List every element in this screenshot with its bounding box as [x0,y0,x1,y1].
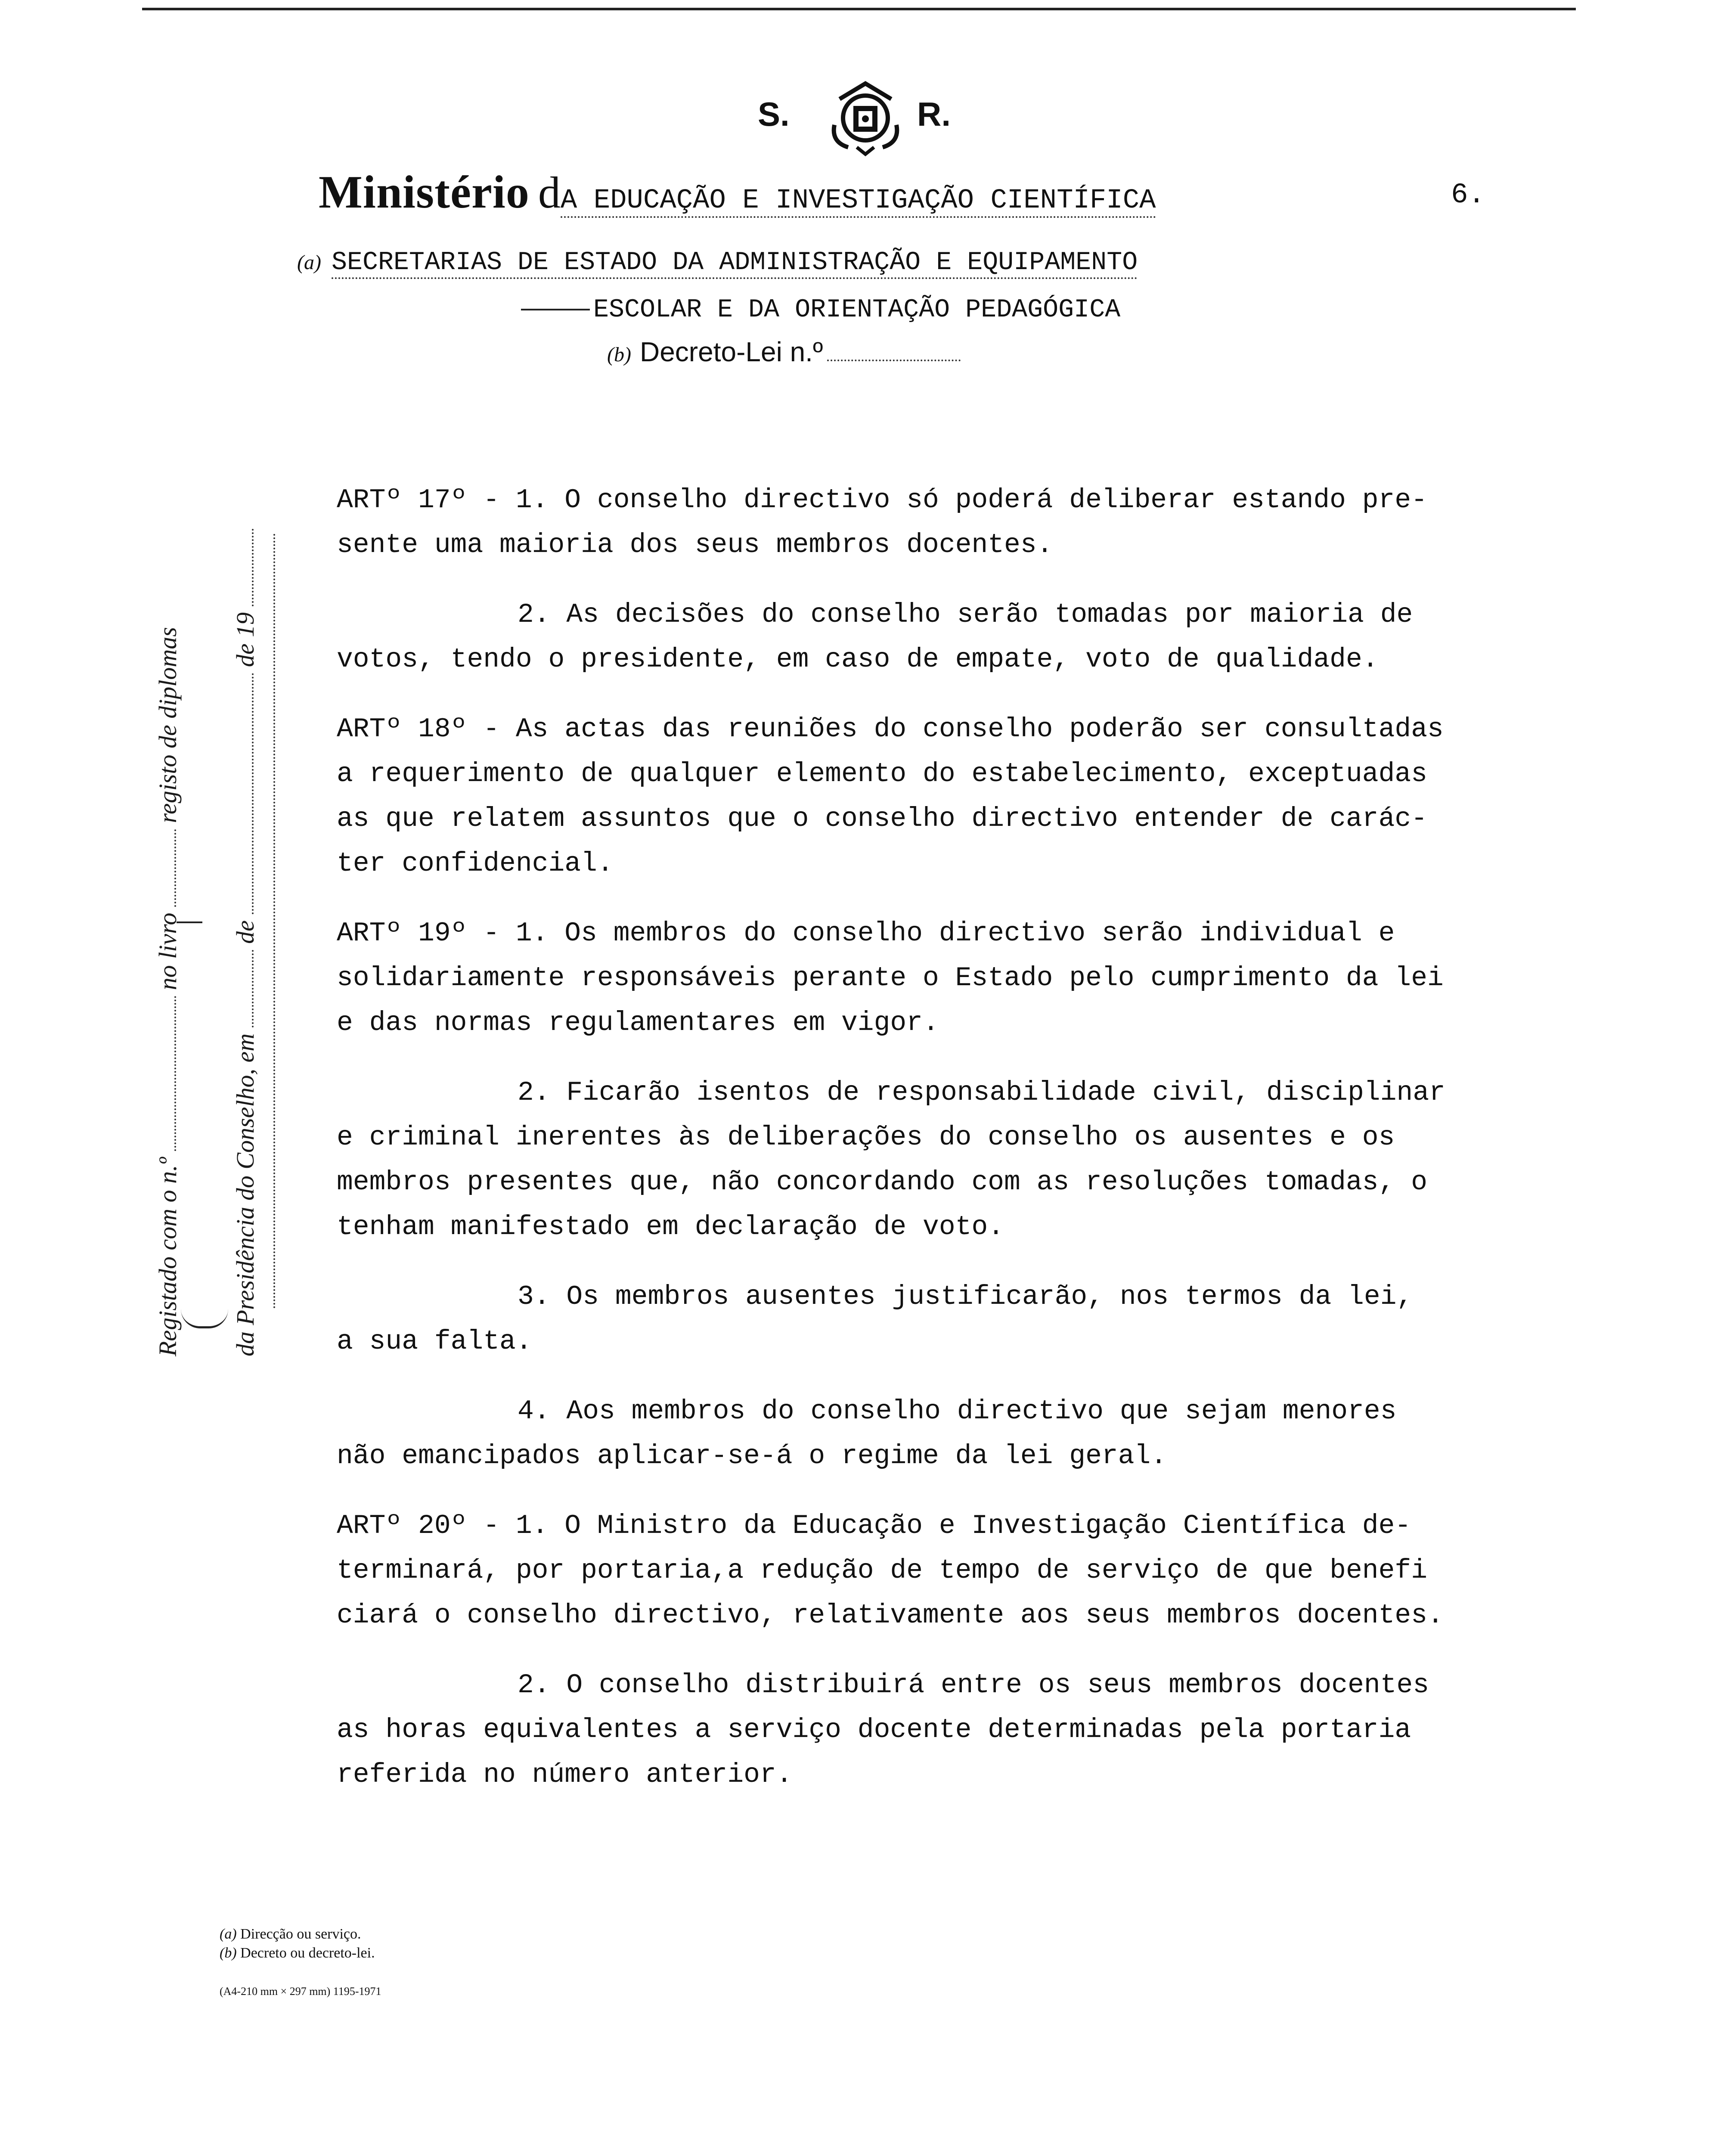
article-line: as horas equivalentes a serviço docente determinadas pela portaria [337,1715,1411,1745]
article-line: 4. Aos membros do conselho directivo que sejam menores [518,1396,1397,1427]
registration-margin-note [129,523,284,1356]
article-line: ciará o conselho directivo, relativamente aos seus membros docentes. [337,1600,1444,1631]
article-line: ARTº 18º - As actas das reuniões do conselho poderão ser consultadas [337,714,1444,745]
margin-line-1 [129,523,207,1356]
margin-book: no livro [154,912,182,990]
secretariat-heading [297,239,1138,334]
article-line: as que relatem assuntos que o conselho directivo entender de carác- [337,803,1428,834]
article-paragraph [337,1275,1551,1364]
article-paragraph [337,1070,1551,1250]
subhead-line-1: SECRETARIAS DE ESTADO DA ADMINISTRAÇÃO E EQUIPAMENTO [332,248,1138,279]
article-paragraph [337,593,1551,682]
seal-left-letter: S. [758,95,790,133]
article-line: referida no número anterior. [337,1759,793,1790]
margin-presidency: da Presidência do Conselho, em [231,1033,259,1356]
print-info: (A4-210 mm × 297 mm) 1195-1971 [220,1985,381,1998]
article-line: e criminal inerentes às deliberações do conselho os ausentes e os [337,1122,1395,1153]
ministry-name: A EDUCAÇÃO E INVESTIGAÇÃO CIENTÍFICA [561,185,1156,218]
footnote-b: (b) Decreto ou decreto-lei. [220,1945,375,1961]
footnote-a: (a) Direcção ou serviço. [220,1926,361,1942]
ministry-label: Ministério [319,167,530,218]
article-line: 2. As decisões do conselho serão tomadas por maioria de [518,599,1413,630]
decree-number-blank [827,360,961,361]
article-line: ARTº 19º - 1. Os membros do conselho directivo serão individual e [337,918,1395,949]
article-line: ter confidencial. [337,848,614,879]
margin-de-1: de [231,920,259,944]
subhead-tag: (a) [297,251,321,274]
article-line: e das normas regulamentares em vigor. [337,1008,939,1038]
coat-of-arms-icon [822,73,908,159]
article-paragraph [337,1504,1551,1638]
article-line: tenham manifestado em declaração de voto. [337,1212,1004,1242]
article-paragraph [337,1663,1551,1797]
subhead-line-2: ESCOLAR E DA ORIENTAÇÃO PEDAGÓGICA [593,295,1121,325]
article-paragraph [337,707,1551,886]
article-line: a sua falta. [337,1326,532,1357]
article-line: ARTº 20º - 1. O Ministro da Educação e Investigação Científica de- [337,1511,1411,1541]
subhead-dash [521,309,590,310]
article-paragraph [337,911,1551,1045]
article-line: membros presentes que, não concordando com as resoluções tomadas, o [337,1167,1428,1197]
margin-registry: registo de diplomas [154,627,182,823]
decree-articles [337,478,1551,1822]
article-line: não emancipados aplicar-se-á o regime da lei geral. [337,1441,1167,1471]
article-line: solidariamente responsáveis perante o Estado pelo cumprimento da lei [337,963,1444,993]
article-line: sente uma maioria dos seus membros docentes. [337,530,1053,560]
decree-label: Decreto-Lei n.º [639,336,823,367]
margin-line-2 [207,523,284,1356]
article-line: 3. Os membros ausentes justificarão, nos termos da lei, [518,1281,1413,1312]
article-line: votos, tendo o presidente, em caso de empate, voto de qualidade. [337,644,1379,675]
article-paragraph [337,1389,1551,1479]
ministry-heading [319,166,1610,217]
article-line: 2. O conselho distribuirá entre os seus membros docentes [518,1670,1429,1700]
footnotes [220,1925,375,1963]
margin-year: de 19 [231,612,259,667]
seal-right-letter: R. [917,95,951,133]
top-rule [142,8,1576,10]
article-line: a requerimento de qualquer elemento do estabelecimento, exceptuadas [337,759,1428,789]
article-line: terminará, por portaria,a redução de tempo de serviço de que benefi [337,1555,1428,1586]
letterhead-seal [706,65,1008,159]
decree-line [607,336,961,369]
decree-tag: (b) [607,343,631,366]
ministry-d: d [538,168,561,217]
article-line: ARTº 17º - 1. O conselho directivo só poderá deliberar estando pre- [337,485,1428,515]
page-number: 6. [1451,179,1485,211]
article-line: 2. Ficarão isentos de responsabilidade civil, disciplinar [518,1077,1445,1108]
article-paragraph [337,478,1551,568]
margin-registered: Registado com o n.º [154,1157,182,1356]
